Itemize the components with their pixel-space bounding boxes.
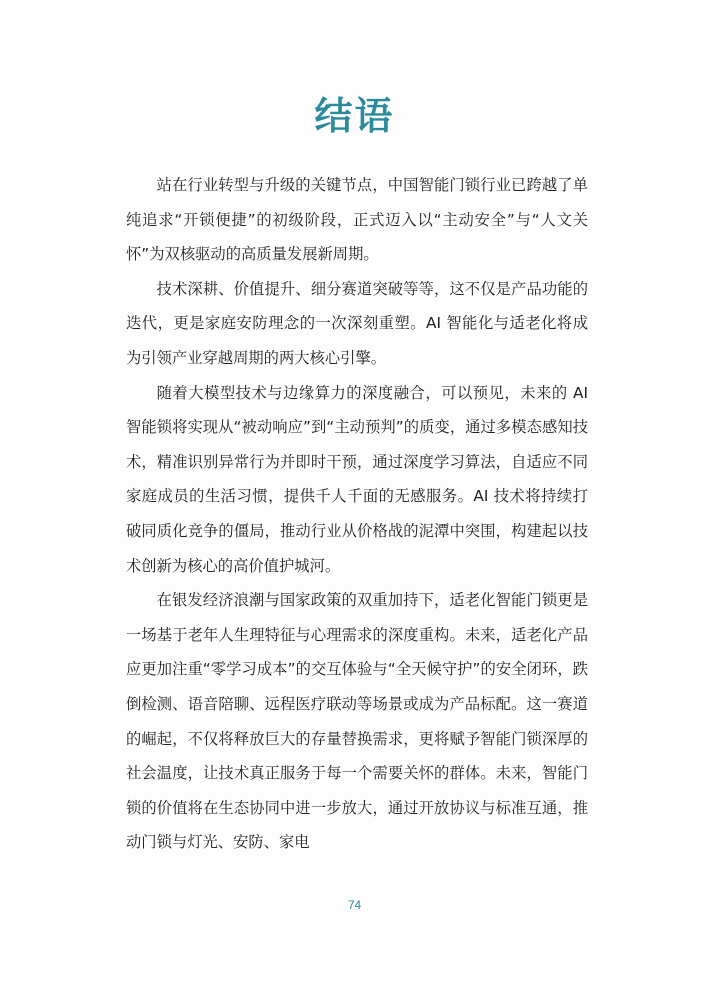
paragraph-1: 站在行业转型与升级的关键节点，中国智能门锁行业已跨越了单纯追求“开锁便捷”的初级阶段，正式迈入以“主动安全”与“人文关怀”为双核驱动的高质量发展新周期。 <box>126 176 588 264</box>
body-text <box>126 168 588 860</box>
paragraph-4: 在银发经济浪潮与国家政策的双重加持下，适老化智能门锁更是一场基于老年人生理特征与心理需求的深度重构。未来，适老化产品应更加注重“零学习成本”的交互体验与“全天候守护”的安全闭环，跌倒检测、语音陪聊、远程医疗联动等场景或成为产品标配。这一赛道的崛起，不仅将释放巨大的存量替换需求，更将赋予智能门锁深厚的社会温度，让技术真正服务于每一个需要关怀的群体。未来，智能门锁的价值将在生态协同中进一步放大，通过开放协议与标准互通，推动门锁与灯光、安防、家电 <box>126 591 588 852</box>
page-number: 74 <box>347 898 362 912</box>
paragraph-3: 随着大模型技术与边缘算力的深度融合，可以预见，未来的 AI 智能锁将实现从“被动响应”到“主动预判”的质变，通过多模态感知技术，精准识别异常行为并即时干预，通过深度学习算法，自适应不同家庭成员的生活习惯，提供千人千面的无感服务。AI 技术将持续打破同质化竞争的僵局，推动行业从价格战的泥潭中突围，构建起以技术创新为核心的高价值护城河。 <box>126 383 588 575</box>
page-title: 结语 <box>314 94 395 138</box>
paragraph-2: 技术深耕、价值提升、细分赛道突破等等，这不仅是产品功能的迭代，更是家庭安防理念的一次深刻重塑。AI 智能化与适老化将成为引领产业穿越周期的两大核心引擎。 <box>126 279 588 367</box>
